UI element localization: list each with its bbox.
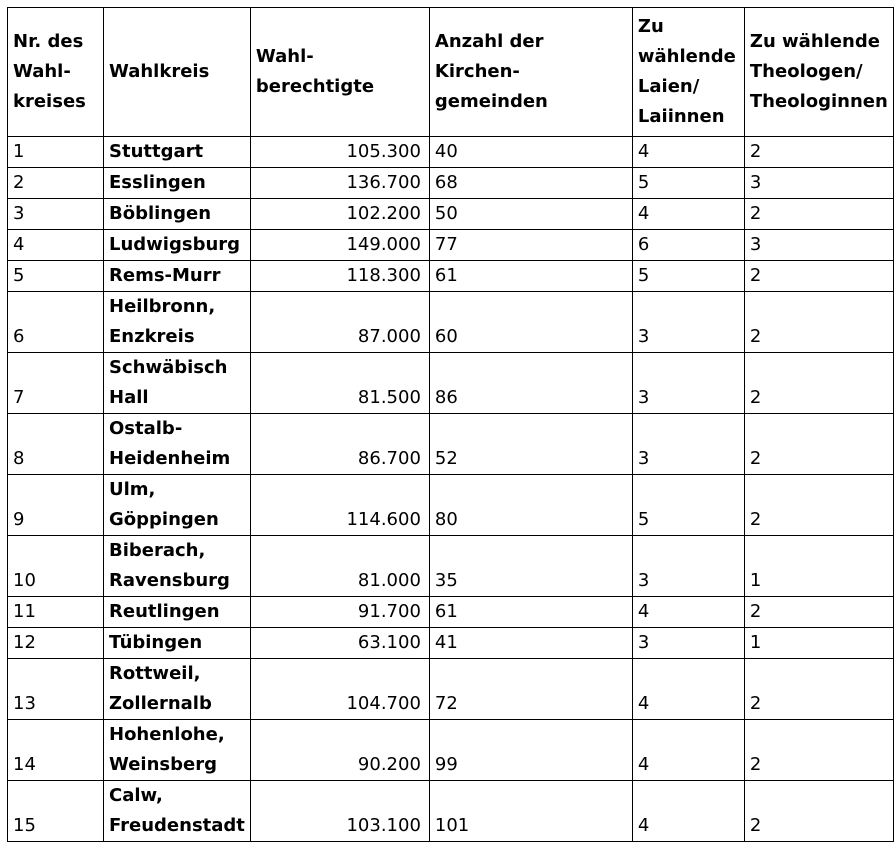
cell-wahlberechtigte: 105.300 [250,137,429,168]
table-row [8,137,894,168]
table-row [8,414,894,475]
cell-name [104,536,251,597]
cell-laien: 5 [632,475,744,536]
cell-nr: 7 [8,353,104,414]
cell-name [104,720,251,781]
text-line: Theologen/ [749,61,863,82]
cell-theologen: 2 [744,353,893,414]
cell-wahlberechtigte: 81.000 [250,536,429,597]
cell-nr: 15 [8,781,104,842]
text-line: Schwäbisch [109,357,228,378]
cell-laien: 4 [632,720,744,781]
cell-name [104,659,251,720]
cell-nr: 13 [8,659,104,720]
table-row [8,597,894,628]
text-line: Rottweil, [109,663,201,684]
table-row [8,659,894,720]
cell-gemeinden: 50 [429,199,632,230]
cell-theologen: 2 [744,659,893,720]
cell-theologen: 2 [744,781,893,842]
table-header-row [8,8,894,137]
text-line: Zu [637,16,664,37]
cell-nr: 1 [8,137,104,168]
cell-laien: 5 [632,168,744,199]
cell-laien: 3 [632,292,744,353]
cell-nr: 3 [8,199,104,230]
election-table-container [7,7,894,842]
cell-name [104,199,251,230]
cell-laien: 4 [632,137,744,168]
cell-gemeinden: 61 [429,261,632,292]
cell-gemeinden: 60 [429,292,632,353]
table-body [8,137,894,842]
cell-laien: 4 [632,659,744,720]
cell-theologen: 2 [744,597,893,628]
cell-wahlberechtigte: 87.000 [250,292,429,353]
header-laien [632,8,744,137]
text-line: Ulm, [109,479,156,500]
table-row [8,261,894,292]
cell-name [104,597,251,628]
cell-name [104,230,251,261]
cell-gemeinden: 41 [429,628,632,659]
text-line: Anzahl der Kirchen- [434,31,544,82]
cell-gemeinden: 52 [429,414,632,475]
cell-wahlberechtigte: 114.600 [250,475,429,536]
cell-theologen: 2 [744,199,893,230]
cell-laien: 4 [632,199,744,230]
cell-wahlberechtigte: 103.100 [250,781,429,842]
text-line: Laiinnen [637,106,725,127]
table-row [8,781,894,842]
text-line: Enzkreis [109,326,195,347]
text-line: Stuttgart [109,141,204,162]
cell-name [104,168,251,199]
header-gemeinden [429,8,632,137]
table-row [8,168,894,199]
cell-laien: 3 [632,628,744,659]
cell-theologen: 2 [744,720,893,781]
cell-theologen: 1 [744,536,893,597]
text-line: berechtigte [255,76,375,97]
cell-theologen: 3 [744,168,893,199]
cell-nr: 14 [8,720,104,781]
election-districts-table [7,7,894,842]
cell-nr: 9 [8,475,104,536]
cell-laien: 6 [632,230,744,261]
cell-nr: 12 [8,628,104,659]
text-line: Heidenheim [109,448,231,469]
cell-theologen: 2 [744,137,893,168]
cell-gemeinden: 86 [429,353,632,414]
header-nr [8,8,104,137]
cell-nr: 6 [8,292,104,353]
cell-wahlberechtigte: 136.700 [250,168,429,199]
text-line: Heilbronn, [109,296,216,317]
cell-nr: 11 [8,597,104,628]
text-line: wählende [637,46,736,67]
text-line: Ludwigsburg [109,234,241,255]
table-row [8,720,894,781]
cell-laien: 3 [632,353,744,414]
cell-nr: 5 [8,261,104,292]
cell-name [104,475,251,536]
text-line: Weinsberg [109,754,217,775]
table-row [8,475,894,536]
text-line: Göppingen [109,509,219,530]
header-theologen [744,8,893,137]
cell-theologen: 2 [744,261,893,292]
text-line: Laien/ [637,76,700,97]
header-wahlkreis [104,8,251,137]
table-row [8,292,894,353]
cell-nr: 8 [8,414,104,475]
text-line: Ostalb- [109,418,183,439]
cell-wahlberechtigte: 86.700 [250,414,429,475]
cell-gemeinden: 77 [429,230,632,261]
text-line: Reutlingen [109,601,220,622]
text-line: Nr. des [13,31,84,52]
cell-wahlberechtigte: 104.700 [250,659,429,720]
cell-nr: 10 [8,536,104,597]
header-wahlberechtigte [250,8,429,137]
cell-wahlberechtigte: 102.200 [250,199,429,230]
cell-name [104,781,251,842]
text-line: Calw, [109,785,163,806]
cell-name [104,292,251,353]
cell-gemeinden: 72 [429,659,632,720]
text-line: Rems-Murr [109,265,221,286]
cell-name [104,261,251,292]
table-row [8,628,894,659]
cell-gemeinden: 68 [429,168,632,199]
text-line: Wahl- [255,46,314,67]
table-row [8,536,894,597]
cell-wahlberechtigte: 81.500 [250,353,429,414]
cell-name [104,628,251,659]
cell-name [104,137,251,168]
table-row [8,230,894,261]
text-line: Esslingen [109,172,206,193]
text-line: Zollernalb [109,693,212,714]
cell-name [104,414,251,475]
text-line: Freudenstadt [109,815,245,836]
text-line: Wahlkreis [109,61,210,82]
cell-theologen: 2 [744,475,893,536]
cell-laien: 4 [632,781,744,842]
cell-gemeinden: 80 [429,475,632,536]
text-line: Zu wählende [749,31,880,52]
cell-laien: 5 [632,261,744,292]
cell-gemeinden: 35 [429,536,632,597]
text-line: Böblingen [109,203,212,224]
cell-theologen: 1 [744,628,893,659]
text-line: Wahl- [13,61,71,82]
cell-laien: 4 [632,597,744,628]
cell-wahlberechtigte: 91.700 [250,597,429,628]
text-line: Theologinnen [749,91,888,112]
text-line: Hall [109,387,149,408]
text-line: Biberach, [109,540,206,561]
cell-nr: 4 [8,230,104,261]
cell-theologen: 3 [744,230,893,261]
cell-laien: 3 [632,414,744,475]
cell-theologen: 2 [744,414,893,475]
cell-wahlberechtigte: 90.200 [250,720,429,781]
cell-laien: 3 [632,536,744,597]
text-line: Ravensburg [109,570,230,591]
cell-gemeinden: 61 [429,597,632,628]
cell-wahlberechtigte: 63.100 [250,628,429,659]
cell-nr: 2 [8,168,104,199]
table-row [8,199,894,230]
cell-gemeinden: 101 [429,781,632,842]
text-line: gemeinden [434,91,548,112]
cell-gemeinden: 99 [429,720,632,781]
cell-theologen: 2 [744,292,893,353]
text-line: Tübingen [109,632,203,653]
cell-wahlberechtigte: 149.000 [250,230,429,261]
cell-wahlberechtigte: 118.300 [250,261,429,292]
text-line: Hohenlohe, [109,724,225,745]
cell-gemeinden: 40 [429,137,632,168]
cell-name [104,353,251,414]
table-row [8,353,894,414]
text-line: kreises [13,91,86,112]
